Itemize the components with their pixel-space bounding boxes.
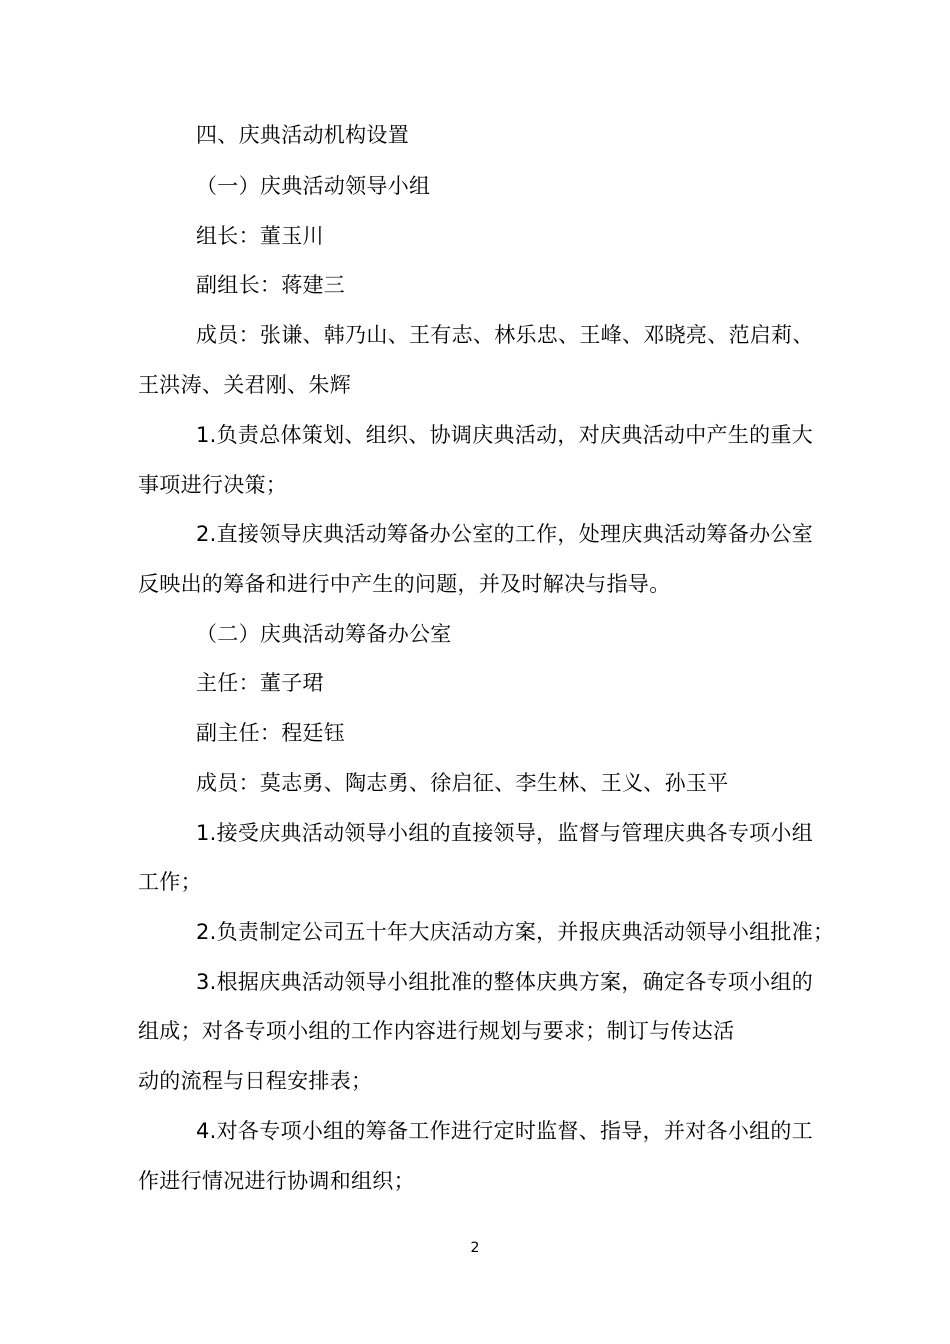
duty-item-continued: 反映出的筹备和进行中产生的问题，并及时解决与指导。 (138, 572, 671, 596)
section-heading: 四、庆典活动机构设置 (196, 123, 409, 147)
members-line: 成员：张谦、韩乃山、王有志、林乐忠、王峰、邓晓亮、范启莉、 (196, 323, 814, 347)
group-leader: 组长：董玉川 (196, 224, 324, 248)
subsection-heading: （一）庆典活动领导小组 (196, 174, 431, 198)
duty-item-continued: 工作； (138, 870, 202, 894)
members-line-continued: 王洪涛、关君刚、朱辉 (138, 373, 351, 397)
duty-item-continued: 作进行情况进行协调和组织； (138, 1169, 415, 1193)
duty-item-continued: 事项进行决策； (138, 473, 288, 497)
members-line: 成员：莫志勇、陶志勇、徐启征、李生林、王义、孙玉平 (196, 771, 729, 795)
subsection-heading: （二）庆典活动筹备办公室 (196, 622, 452, 646)
duty-item-continued: 动的流程与日程安排表； (138, 1069, 373, 1093)
duty-item-continued: 组成；对各专项小组的工作内容进行规划与要求；制订与传达活 (138, 1019, 735, 1043)
duty-item: 2.负责制定公司五十年大庆活动方案，并报庆典活动领导小组批准； (196, 920, 835, 944)
duty-item: 4.对各专项小组的筹备工作进行定时监督、指导，并对各小组的工 (196, 1119, 814, 1143)
office-director: 主任：董子珺 (196, 671, 324, 695)
deputy-office-director: 副主任：程廷钰 (196, 721, 346, 745)
deputy-group-leader: 副组长：蒋建三 (196, 273, 346, 297)
duty-item: 2.直接领导庆典活动筹备办公室的工作，处理庆典活动筹备办公室 (196, 522, 814, 546)
page-number: 2 (470, 1240, 480, 1256)
duty-item: 1.接受庆典活动领导小组的直接领导，监督与管理庆典各专项小组 (196, 821, 814, 845)
duty-item: 3.根据庆典活动领导小组批准的整体庆典方案，确定各专项小组的 (196, 970, 814, 994)
duty-item: 1.负责总体策划、组织、协调庆典活动，对庆典活动中产生的重大 (196, 423, 814, 447)
